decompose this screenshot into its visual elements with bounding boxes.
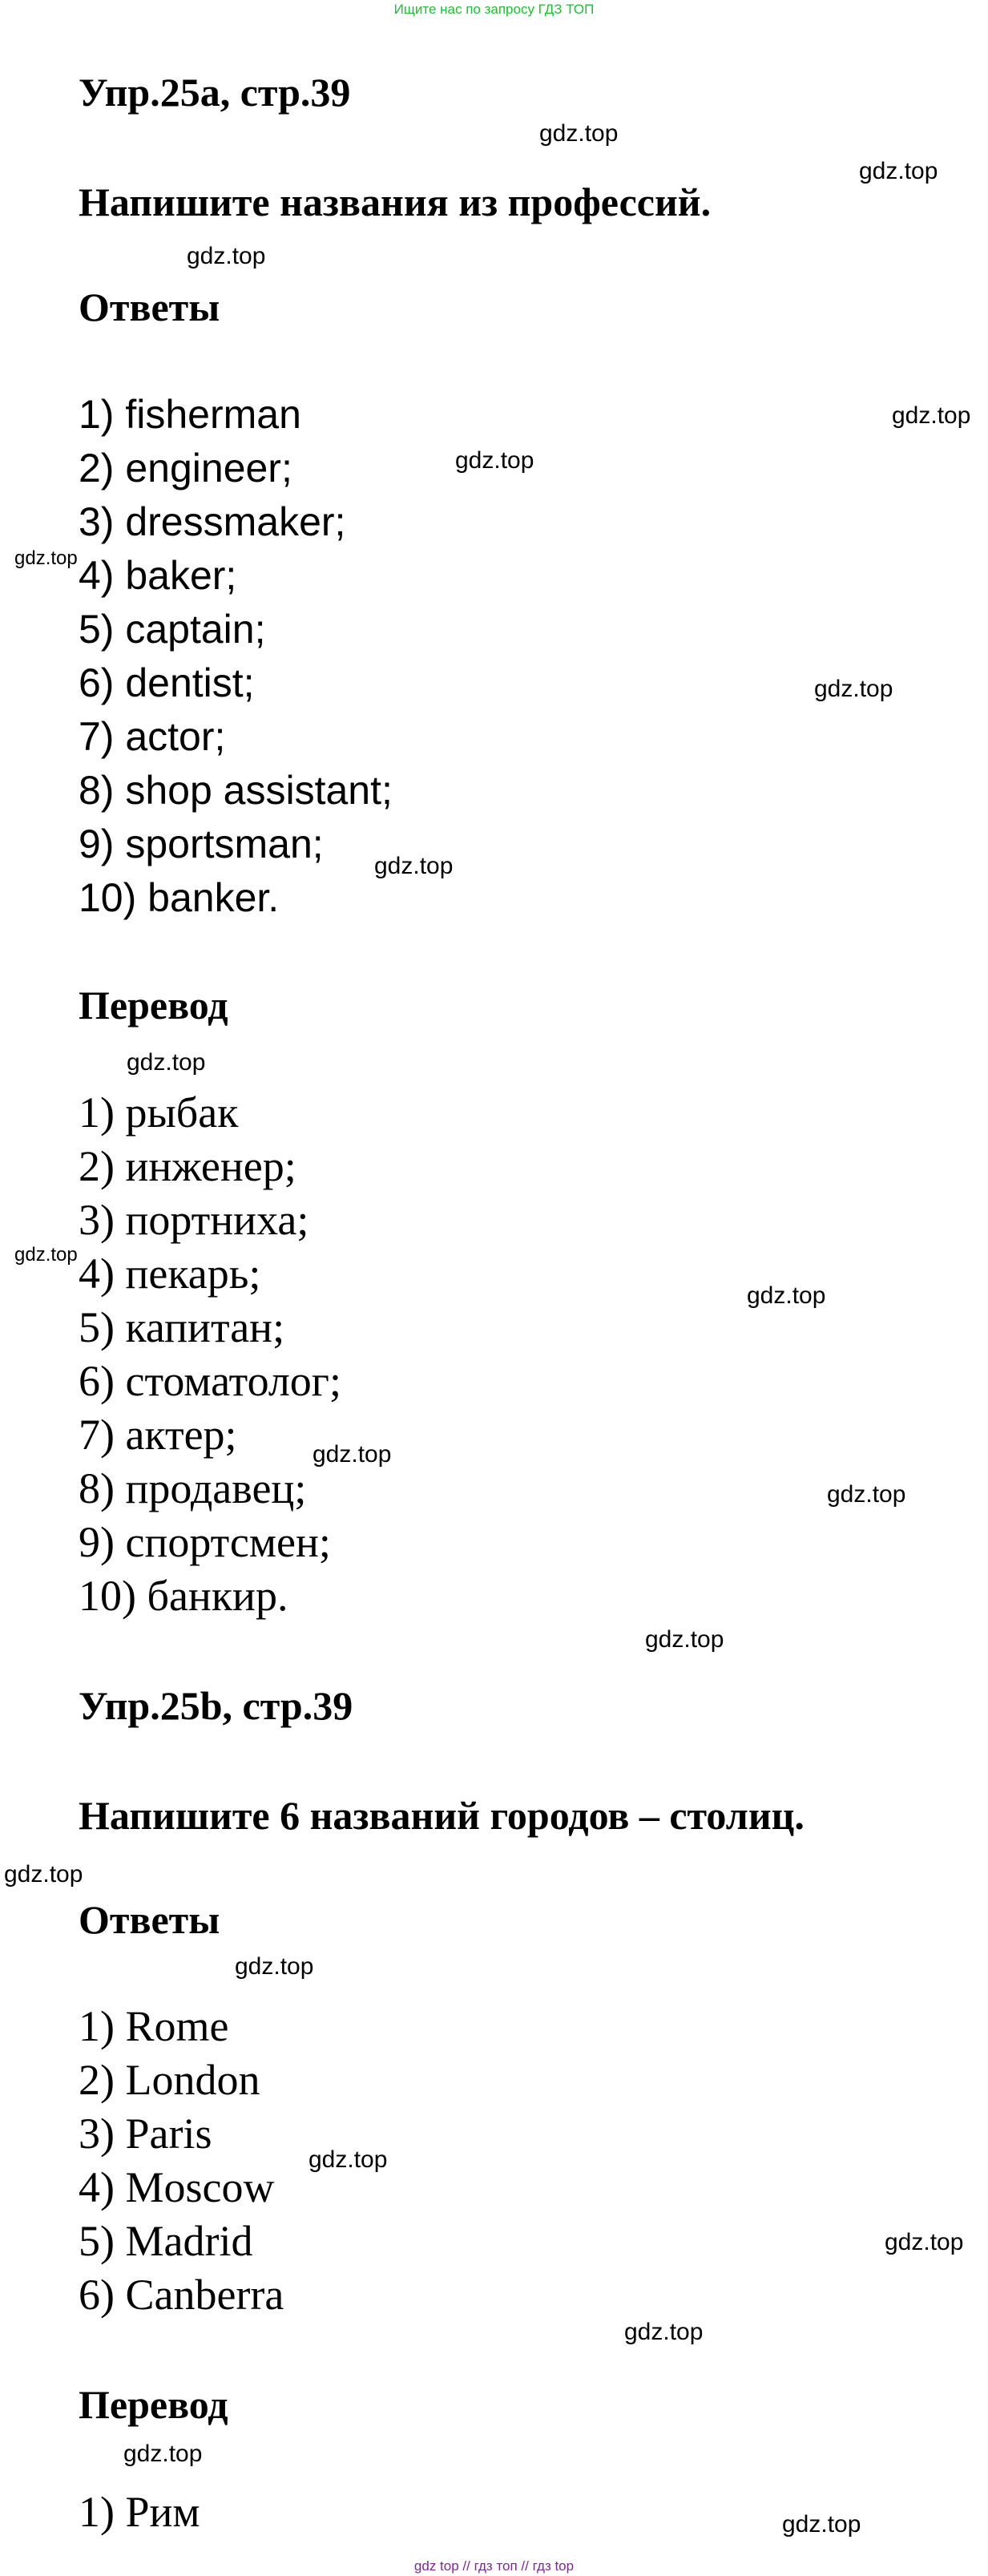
watermark: gdz.top: [313, 1441, 392, 1468]
exercise-25a-task: Напишите названия из профессий.: [79, 180, 712, 224]
list-item: 7) actor;: [79, 714, 226, 759]
watermark: gdz.top: [374, 853, 454, 879]
exercise-25a-answers-heading: Ответы: [79, 285, 220, 329]
watermark: gdz.top: [892, 402, 971, 429]
watermark: gdz.top: [235, 1953, 314, 1980]
exercise-25a-title: Упр.25a, стр.39: [79, 70, 351, 115]
exercise-25b-answers-heading: Ответы: [79, 1897, 220, 1942]
list-item: 2) инженер;: [79, 1142, 296, 1190]
list-item: 3) dressmaker;: [79, 499, 346, 544]
watermark: gdz.top: [455, 447, 534, 474]
watermark: gdz.top: [827, 1481, 906, 1508]
list-item: 1) рыбак: [79, 1088, 239, 1137]
exercise-25b-translation-list: [79, 2485, 200, 2539]
list-item: 9) спортсмен;: [79, 1518, 331, 1566]
top-banner[interactable]: Ищите нас по запросу ГДЗ ТОП: [393, 2, 595, 17]
list-item: 6) стоматолог;: [79, 1357, 341, 1405]
list-item: 1) Rome: [79, 2002, 229, 2050]
exercise-25a-answers-list: [79, 388, 393, 925]
list-item: 8) shop assistant;: [79, 768, 393, 813]
list-item: 4) baker;: [79, 553, 237, 598]
watermark: gdz.top: [127, 1049, 206, 1076]
footer-links[interactable]: gdz top // гдз топ // гдз top: [413, 2558, 575, 2574]
list-item: 1) Рим: [79, 2488, 200, 2536]
watermark: gdz.top: [747, 1282, 826, 1309]
list-item: 10) банкир.: [79, 1572, 288, 1620]
exercise-25a-translation-list: [79, 1086, 341, 1623]
list-item: 1) fisherman: [79, 392, 301, 437]
list-item: 9) sportsman;: [79, 822, 324, 866]
list-item: 3) Paris: [79, 2110, 212, 2158]
watermark: gdz.top: [308, 2146, 388, 2173]
watermark: gdz.top: [539, 120, 619, 147]
watermark: gdz.top: [4, 1861, 83, 1888]
watermark: gdz.top: [859, 158, 938, 184]
list-item: 2) London: [79, 2056, 260, 2104]
watermark: gdz.top: [624, 2319, 704, 2345]
list-item: 7) актер;: [79, 1411, 237, 1459]
exercise-25b-answers-list: [79, 2000, 284, 2322]
exercise-25b-task: Напишите 6 названий городов – столиц.: [79, 1793, 805, 1838]
list-item: 5) Madrid: [79, 2217, 253, 2265]
list-item: 2) engineer;: [79, 446, 292, 491]
list-item: 5) капитан;: [79, 1303, 285, 1351]
exercise-25a-translation-heading: Перевод: [79, 983, 228, 1028]
list-item: 8) продавец;: [79, 1464, 307, 1512]
list-item: 6) dentist;: [79, 660, 255, 705]
list-item: 4) пекарь;: [79, 1250, 261, 1298]
list-item: 5) captain;: [79, 607, 266, 652]
watermark: gdz.top: [885, 2229, 964, 2255]
watermark: gdz.top: [14, 547, 78, 569]
watermark: gdz.top: [14, 1244, 78, 1266]
watermark: gdz.top: [782, 2511, 861, 2538]
exercise-25b-translation-heading: Перевод: [79, 2382, 228, 2427]
watermark: gdz.top: [645, 1626, 724, 1653]
list-item: 3) портниха;: [79, 1196, 309, 1244]
watermark: gdz.top: [187, 243, 266, 269]
list-item: 4) Moscow: [79, 2163, 275, 2211]
list-item: 10) banker.: [79, 875, 280, 920]
list-item: 6) Canberra: [79, 2271, 284, 2319]
watermark: gdz.top: [123, 2441, 203, 2467]
watermark: gdz.top: [814, 676, 893, 702]
exercise-25b-title: Упр.25b, стр.39: [79, 1683, 353, 1728]
